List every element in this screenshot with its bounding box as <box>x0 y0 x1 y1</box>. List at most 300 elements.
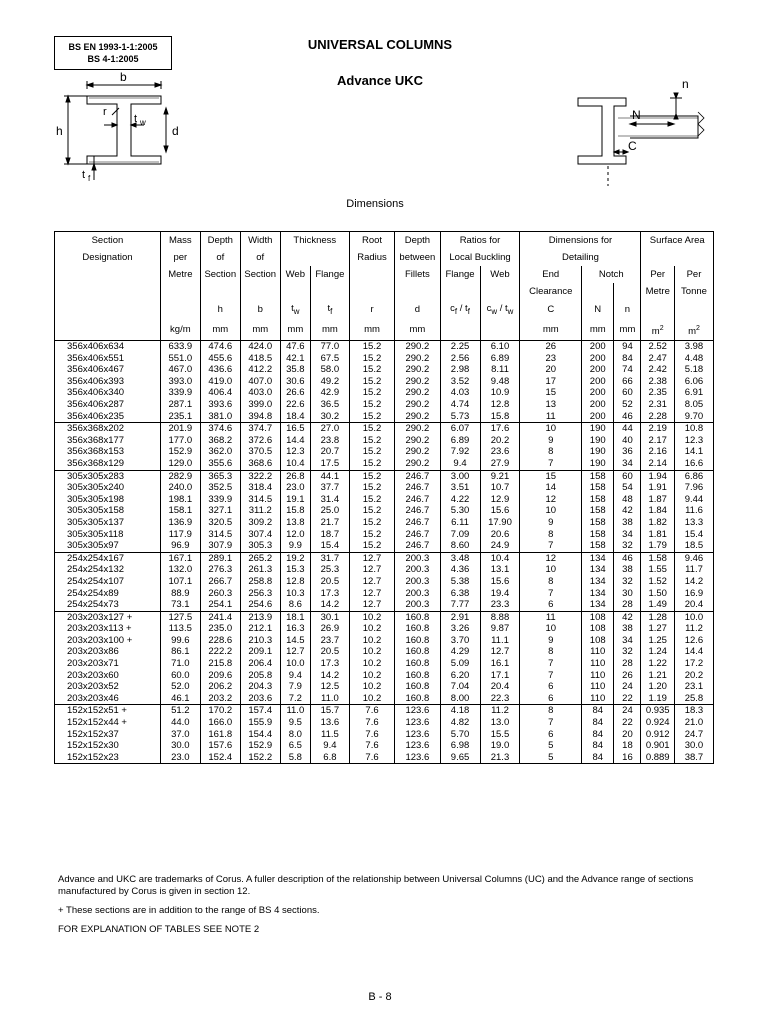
hdr-designation: Designation <box>55 249 161 266</box>
cell-value: 1.27 <box>641 623 674 635</box>
cell-value: 52.0 <box>160 681 200 693</box>
cell-value: 84 <box>614 353 641 365</box>
hdr-thickness: Thickness <box>280 232 349 250</box>
cell-value: 167.1 <box>160 552 200 564</box>
cell-value: 14.5 <box>280 635 310 647</box>
table-row <box>55 446 714 458</box>
cell-value: 38 <box>614 517 641 529</box>
cell-value: 46.1 <box>160 693 200 705</box>
unit-mm-3: mm <box>280 320 310 341</box>
dim-b-label: b <box>120 70 127 84</box>
cell-value: 266.7 <box>200 576 240 588</box>
cell-value: 23.1 <box>674 681 713 693</box>
cell-value: 8.60 <box>440 540 480 552</box>
hdr-per: per <box>160 249 200 266</box>
cell-value: 48 <box>614 494 641 506</box>
cell-designation: 305x305x97 <box>55 540 161 552</box>
hdr-local-buckling: Local Buckling <box>440 249 520 266</box>
hdr-metre2: Metre <box>641 283 674 300</box>
cell-value: 6 <box>520 681 582 693</box>
hdr-ratios: Ratios for <box>440 232 520 250</box>
cell-value: 1.82 <box>641 517 674 529</box>
table-row <box>55 341 714 353</box>
cell-value: 51.2 <box>160 705 200 717</box>
cell-designation: 254x254x89 <box>55 588 161 600</box>
cell-value: 419.0 <box>200 376 240 388</box>
hdr-depth: Depth <box>200 232 240 250</box>
cell-value: 2.28 <box>641 411 674 423</box>
cell-value: 20.2 <box>480 435 520 447</box>
cell-value: 20 <box>614 729 641 741</box>
cell-value: 23.0 <box>280 482 310 494</box>
cell-value: 290.2 <box>395 353 440 365</box>
cell-value: 134 <box>582 552 614 564</box>
cell-value: 290.2 <box>395 446 440 458</box>
cell-value: 44.0 <box>160 717 200 729</box>
cell-value: 1.20 <box>641 681 674 693</box>
cell-value: 12.7 <box>349 588 394 600</box>
cell-value: 15.2 <box>349 505 394 517</box>
cell-value: 200 <box>582 387 614 399</box>
cell-value: 290.2 <box>395 458 440 470</box>
notch-diagram-icon <box>570 74 720 189</box>
cell-value: 9.4 <box>280 670 310 682</box>
table-row <box>55 482 714 494</box>
cell-designation: 203x203x46 <box>55 693 161 705</box>
table-row <box>55 740 714 752</box>
cell-value: 12.6 <box>674 635 713 647</box>
cell-value: 311.2 <box>240 505 280 517</box>
cell-value: 1.81 <box>641 529 674 541</box>
cell-designation: 203x203x60 <box>55 670 161 682</box>
table-row <box>55 729 714 741</box>
cell-value: 13.6 <box>310 717 349 729</box>
cell-value: 15.6 <box>480 505 520 517</box>
cell-value: 12.8 <box>480 399 520 411</box>
cell-value: 10.9 <box>480 387 520 399</box>
cell-value: 7.92 <box>440 446 480 458</box>
cell-value: 7.04 <box>440 681 480 693</box>
cell-value: 15.2 <box>349 341 394 353</box>
cell-value: 108 <box>582 611 614 623</box>
cell-value: 2.31 <box>641 399 674 411</box>
cell-value: 158.1 <box>160 505 200 517</box>
cell-value: 32 <box>614 576 641 588</box>
cell-value: 6.8 <box>310 752 349 764</box>
cell-value: 20.7 <box>310 446 349 458</box>
cell-value: 16.9 <box>674 588 713 600</box>
cell-value: 228.6 <box>200 635 240 647</box>
table-row <box>55 576 714 588</box>
cell-value: 6.11 <box>440 517 480 529</box>
cell-value: 200 <box>582 376 614 388</box>
sym-tf: $t_f$ <box>310 300 349 320</box>
cell-value: 6 <box>520 729 582 741</box>
table-row <box>55 529 714 541</box>
cell-value: 14.2 <box>310 599 349 611</box>
cell-value: 241.4 <box>200 611 240 623</box>
cell-value: 35.8 <box>280 364 310 376</box>
cell-value: 6.5 <box>280 740 310 752</box>
cell-value: 9.5 <box>280 717 310 729</box>
cell-value: 170.2 <box>200 705 240 717</box>
cell-value: 11.0 <box>310 693 349 705</box>
cell-value: 44.1 <box>310 470 349 482</box>
cell-value: 289.1 <box>200 552 240 564</box>
hdr-fillets: Fillets <box>395 266 440 283</box>
cell-value: 9 <box>520 635 582 647</box>
cell-value: 15.2 <box>349 364 394 376</box>
cell-value: 204.3 <box>240 681 280 693</box>
cell-value: 352.5 <box>200 482 240 494</box>
table-row <box>55 353 714 365</box>
cell-designation: 356x406x340 <box>55 387 161 399</box>
cell-value: 84 <box>582 705 614 717</box>
cell-value: 10.2 <box>349 658 394 670</box>
cell-value: 9 <box>520 435 582 447</box>
cell-value: 158 <box>582 494 614 506</box>
cell-value: 134 <box>582 588 614 600</box>
cell-value: 47.6 <box>280 341 310 353</box>
cell-value: 12.7 <box>349 599 394 611</box>
dim-tf-sub: f <box>88 174 91 183</box>
cell-value: 8.00 <box>440 693 480 705</box>
cell-value: 7.96 <box>674 482 713 494</box>
cell-value: 123.6 <box>395 729 440 741</box>
cell-value: 210.3 <box>240 635 280 647</box>
cell-value: 258.8 <box>240 576 280 588</box>
hdr-surface-area: Surface Area <box>641 232 714 250</box>
cell-value: 1.91 <box>641 482 674 494</box>
cell-value: 11.1 <box>480 635 520 647</box>
cell-value: 15.2 <box>349 458 394 470</box>
cell-value: 22.3 <box>480 693 520 705</box>
cell-designation: 356x406x235 <box>55 411 161 423</box>
cell-value: 23.3 <box>480 599 520 611</box>
table-row <box>55 623 714 635</box>
cell-value: 5.18 <box>674 364 713 376</box>
cell-value: 9.70 <box>674 411 713 423</box>
cell-value: 16.3 <box>280 623 310 635</box>
cell-value: 160.8 <box>395 670 440 682</box>
cell-value: 246.7 <box>395 529 440 541</box>
cell-value: 246.7 <box>395 505 440 517</box>
cell-value: 246.7 <box>395 540 440 552</box>
cell-value: 0.935 <box>641 705 674 717</box>
cell-value: 24 <box>614 705 641 717</box>
hdr-section2: Section <box>240 266 280 283</box>
cell-value: 10 <box>520 505 582 517</box>
cell-value: 254.1 <box>200 599 240 611</box>
cell-value: 36.5 <box>310 399 349 411</box>
cell-value: 10 <box>520 564 582 576</box>
cell-value: 7 <box>520 717 582 729</box>
cell-value: 9.48 <box>480 376 520 388</box>
cell-value: 26.6 <box>280 387 310 399</box>
cell-value: 10.3 <box>280 588 310 600</box>
cell-designation: 152x152x23 <box>55 752 161 764</box>
cell-value: 209.6 <box>200 670 240 682</box>
cell-value: 200 <box>582 411 614 423</box>
page-number: B - 8 <box>368 991 392 1003</box>
cell-value: 17.2 <box>674 658 713 670</box>
cell-designation: 356x368x177 <box>55 435 161 447</box>
cell-value: 2.19 <box>641 423 674 435</box>
cell-value: 24 <box>614 681 641 693</box>
cell-value: 307.4 <box>240 529 280 541</box>
cell-value: 129.0 <box>160 458 200 470</box>
cell-value: 84 <box>582 717 614 729</box>
sym-b: b <box>240 300 280 320</box>
table-row <box>55 399 714 411</box>
cell-value: 1.19 <box>641 693 674 705</box>
cell-value: 14.4 <box>674 646 713 658</box>
cell-designation: 152x152x51 + <box>55 705 161 717</box>
cell-value: 18.7 <box>310 529 349 541</box>
table-row <box>55 376 714 388</box>
cell-value: 117.9 <box>160 529 200 541</box>
cell-value: 4.18 <box>440 705 480 717</box>
cell-value: 11.0 <box>280 705 310 717</box>
cell-value: 136.9 <box>160 517 200 529</box>
cell-value: 54 <box>614 482 641 494</box>
cell-value: 7.6 <box>349 729 394 741</box>
cell-value: 9 <box>520 517 582 529</box>
cell-designation: 305x305x118 <box>55 529 161 541</box>
table-row <box>55 564 714 576</box>
cell-value: 13.0 <box>480 717 520 729</box>
cell-value: 4.29 <box>440 646 480 658</box>
cell-designation: 356x368x202 <box>55 423 161 435</box>
cell-designation: 203x203x100 + <box>55 635 161 647</box>
hdr-ratio-web: Web <box>480 266 520 283</box>
cell-value: 18 <box>614 740 641 752</box>
cell-value: 157.4 <box>240 705 280 717</box>
cell-value: 381.0 <box>200 411 240 423</box>
cell-value: 34 <box>614 529 641 541</box>
cell-value: 201.9 <box>160 423 200 435</box>
cell-value: 161.8 <box>200 729 240 741</box>
table-row <box>55 611 714 623</box>
unit-m2-2: $m^2$ <box>674 320 713 341</box>
cell-value: 365.3 <box>200 470 240 482</box>
cell-value: 77.0 <box>310 341 349 353</box>
cell-value: 406.4 <box>200 387 240 399</box>
cell-value: 36 <box>614 446 641 458</box>
cell-value: 2.98 <box>440 364 480 376</box>
cell-designation: 152x152x30 <box>55 740 161 752</box>
cell-value: 0.912 <box>641 729 674 741</box>
hdr-ratio-flange: Flange <box>440 266 480 283</box>
cell-value: 215.8 <box>200 658 240 670</box>
cell-value: 3.98 <box>674 341 713 353</box>
cell-value: 362.0 <box>200 446 240 458</box>
cell-value: 160.8 <box>395 635 440 647</box>
cell-value: 5 <box>520 740 582 752</box>
cell-value: 200 <box>582 399 614 411</box>
cell-value: 42 <box>614 611 641 623</box>
cell-value: 28 <box>614 599 641 611</box>
cell-value: 11.5 <box>310 729 349 741</box>
cell-value: 3.70 <box>440 635 480 647</box>
cell-value: 58.0 <box>310 364 349 376</box>
cell-value: 12.7 <box>349 564 394 576</box>
cell-value: 6 <box>520 693 582 705</box>
cell-value: 322.2 <box>240 470 280 482</box>
cell-value: 27.0 <box>310 423 349 435</box>
dim-h-label: h <box>56 124 63 138</box>
cell-value: 290.2 <box>395 423 440 435</box>
cell-value: 123.6 <box>395 752 440 764</box>
cell-value: 110 <box>582 658 614 670</box>
cell-value: 200.3 <box>395 588 440 600</box>
cell-value: 10.7 <box>480 482 520 494</box>
table-row <box>55 681 714 693</box>
cell-value: 160.8 <box>395 611 440 623</box>
cell-value: 282.9 <box>160 470 200 482</box>
cell-value: 10.2 <box>349 623 394 635</box>
cell-value: 4.36 <box>440 564 480 576</box>
cell-value: 96.9 <box>160 540 200 552</box>
table-row <box>55 752 714 764</box>
hdr-radius: Radius <box>349 249 394 266</box>
cell-value: 110 <box>582 693 614 705</box>
cell-value: 15.2 <box>349 446 394 458</box>
cell-value: 22 <box>614 717 641 729</box>
cell-value: 2.25 <box>440 341 480 353</box>
cell-value: 474.6 <box>200 341 240 353</box>
cell-value: 9.9 <box>280 540 310 552</box>
cell-value: 66 <box>614 376 641 388</box>
cell-value: 71.0 <box>160 658 200 670</box>
cell-value: 12 <box>520 552 582 564</box>
cell-value: 15.2 <box>349 482 394 494</box>
dim-r-label: r <box>103 106 107 118</box>
cell-value: 246.7 <box>395 494 440 506</box>
hdr-depth-between: Depth <box>395 232 440 250</box>
note-additional-sections: + These sections are in addition to the range of BS 4 sections. <box>58 905 320 916</box>
cell-value: 44 <box>614 423 641 435</box>
cell-value: 9.21 <box>480 470 520 482</box>
cell-value: 20.4 <box>674 599 713 611</box>
cell-value: 206.2 <box>200 681 240 693</box>
cell-value: 393.6 <box>200 399 240 411</box>
cell-value: 88.9 <box>160 588 200 600</box>
dim-N-label: N <box>632 108 641 122</box>
cell-value: 132.0 <box>160 564 200 576</box>
cell-value: 17.1 <box>480 670 520 682</box>
cell-value: 37.7 <box>310 482 349 494</box>
cell-value: 0.889 <box>641 752 674 764</box>
hdr-root: Root <box>349 232 394 250</box>
cell-value: 25.8 <box>674 693 713 705</box>
cell-value: 12.7 <box>349 552 394 564</box>
table-row <box>55 599 714 611</box>
cell-value: 84 <box>582 729 614 741</box>
cell-value: 15.2 <box>349 376 394 388</box>
cell-value: 205.8 <box>240 670 280 682</box>
cell-value: 403.0 <box>240 387 280 399</box>
cell-value: 327.1 <box>200 505 240 517</box>
table-row <box>55 517 714 529</box>
cell-value: 551.0 <box>160 353 200 365</box>
table-section-title: Dimensions <box>346 198 404 210</box>
cell-value: 1.79 <box>641 540 674 552</box>
unit-kgm: kg/m <box>160 320 200 341</box>
cell-value: 246.7 <box>395 517 440 529</box>
cell-value: 314.5 <box>240 494 280 506</box>
cell-value: 10.2 <box>349 693 394 705</box>
cell-value: 290.2 <box>395 399 440 411</box>
cell-designation: 356x406x551 <box>55 353 161 365</box>
cell-value: 6.89 <box>480 353 520 365</box>
cell-value: 154.4 <box>240 729 280 741</box>
cell-value: 4.03 <box>440 387 480 399</box>
cell-value: 222.2 <box>200 646 240 658</box>
section-diagram-icon <box>54 70 194 185</box>
cell-value: 8.88 <box>480 611 520 623</box>
cell-value: 34 <box>614 635 641 647</box>
cell-value: 23.6 <box>480 446 520 458</box>
cell-value: 412.2 <box>240 364 280 376</box>
hdr-section1: Section <box>200 266 240 283</box>
cell-designation: 305x305x158 <box>55 505 161 517</box>
cell-value: 18.4 <box>280 411 310 423</box>
cell-value: 38 <box>614 564 641 576</box>
cell-value: 26 <box>520 341 582 353</box>
cell-value: 418.5 <box>240 353 280 365</box>
cell-value: 166.0 <box>200 717 240 729</box>
cell-value: 158 <box>582 517 614 529</box>
cell-value: 123.6 <box>395 717 440 729</box>
cell-value: 8 <box>520 446 582 458</box>
cell-value: 2.38 <box>641 376 674 388</box>
cell-value: 6.86 <box>674 470 713 482</box>
cell-value: 314.5 <box>200 529 240 541</box>
cell-value: 8.0 <box>280 729 310 741</box>
hdr-between: between <box>395 249 440 266</box>
cell-value: 46 <box>614 552 641 564</box>
cell-value: 23.7 <box>310 635 349 647</box>
cell-value: 265.2 <box>240 552 280 564</box>
unit-m2-1: $m^2$ <box>641 320 674 341</box>
cell-value: 198.1 <box>160 494 200 506</box>
standard-1: BS EN 1993-1-1:2005 <box>68 42 158 52</box>
cell-value: 160.8 <box>395 646 440 658</box>
cell-value: 1.24 <box>641 646 674 658</box>
cell-value: 15.2 <box>349 423 394 435</box>
cell-value: 13.8 <box>280 517 310 529</box>
cell-value: 246.7 <box>395 470 440 482</box>
cell-value: 203.6 <box>240 693 280 705</box>
cell-value: 22 <box>614 693 641 705</box>
cell-value: 290.2 <box>395 341 440 353</box>
cell-value: 24.7 <box>674 729 713 741</box>
cell-value: 46 <box>614 411 641 423</box>
cell-designation: 356x406x467 <box>55 364 161 376</box>
cell-designation: 203x203x86 <box>55 646 161 658</box>
cell-value: 123.6 <box>395 705 440 717</box>
cell-value: 24.9 <box>480 540 520 552</box>
cell-value: 7.6 <box>349 740 394 752</box>
cell-value: 276.3 <box>200 564 240 576</box>
cell-value: 7.6 <box>349 752 394 764</box>
cell-value: 6.10 <box>480 341 520 353</box>
cell-value: 260.3 <box>200 588 240 600</box>
cell-value: 152.2 <box>240 752 280 764</box>
cell-value: 11.6 <box>674 505 713 517</box>
cell-value: 4.74 <box>440 399 480 411</box>
